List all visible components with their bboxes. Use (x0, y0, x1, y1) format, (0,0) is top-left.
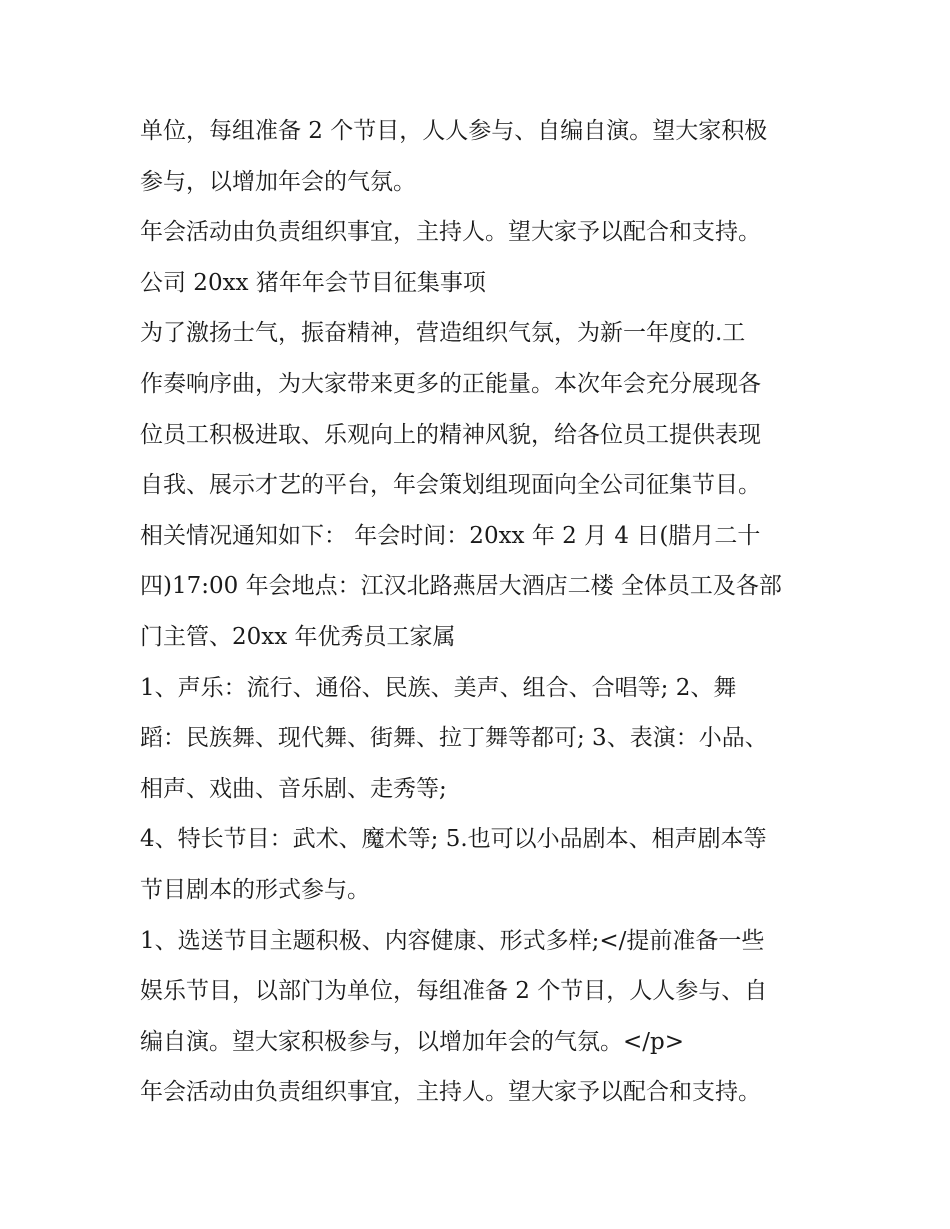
text-line: 1、选送节目主题积极、内容健康、形式多样;</提前准备一些 (140, 927, 765, 954)
text-line: 参与，以增加年会的气氛。 (140, 168, 416, 195)
text-line: 为了激扬士气，振奋精神，营造组织气氛，为新一年度的.工 (140, 320, 746, 347)
text-line: 编自演。望大家积极参与，以增加年会的气氛。</p> (140, 1028, 685, 1055)
text-line: 娱乐节目，以部门为单位，每组准备 2 个节目，人人参与、自 (140, 978, 768, 1005)
text-line: 相声、戏曲、音乐剧、走秀等; (140, 775, 447, 802)
text-line: 相关情况通知如下： 年会时间：20xx 年 2 月 4 日(腊月二十 (140, 522, 761, 549)
text-line: 门主管、20xx 年优秀员工家属 (140, 623, 456, 650)
text-line: 位员工积极进取、乐观向上的精神风貌，给各位员工提供表现 (140, 421, 761, 448)
text-line: 作奏响序曲，为大家带来更多的正能量。本次年会充分展现各 (140, 370, 761, 397)
text-line: 年会活动由负责组织事宜，主持人。望大家予以配合和支持。 (140, 1079, 761, 1106)
document-body (140, 106, 812, 1118)
text-line: 1、声乐：流行、通俗、民族、美声、组合、合唱等; 2、舞 (140, 674, 737, 701)
section-heading: 公司 20xx 猪年年会节目征集事项 (140, 269, 486, 296)
text-line: 四)17:00 年会地点：江汉北路燕居大酒店二楼 全体员工及各部 (140, 573, 782, 600)
text-line: 4、特长节目：武术、魔术等; 5.也可以小品剧本、相声剧本等 (140, 826, 767, 853)
text-line: 年会活动由负责组织事宜，主持人。望大家予以配合和支持。 (140, 219, 761, 246)
text-line: 单位，每组准备 2 个节目，人人参与、自编自演。望大家积极 (140, 118, 768, 144)
text-line: 自我、展示才艺的平台，年会策划组现面向全公司征集节目。 (140, 472, 761, 499)
text-line: 蹈：民族舞、现代舞、街舞、拉丁舞等都可; 3、表演：小品、 (140, 725, 768, 752)
text-line: 节目剧本的形式参与。 (140, 876, 370, 903)
